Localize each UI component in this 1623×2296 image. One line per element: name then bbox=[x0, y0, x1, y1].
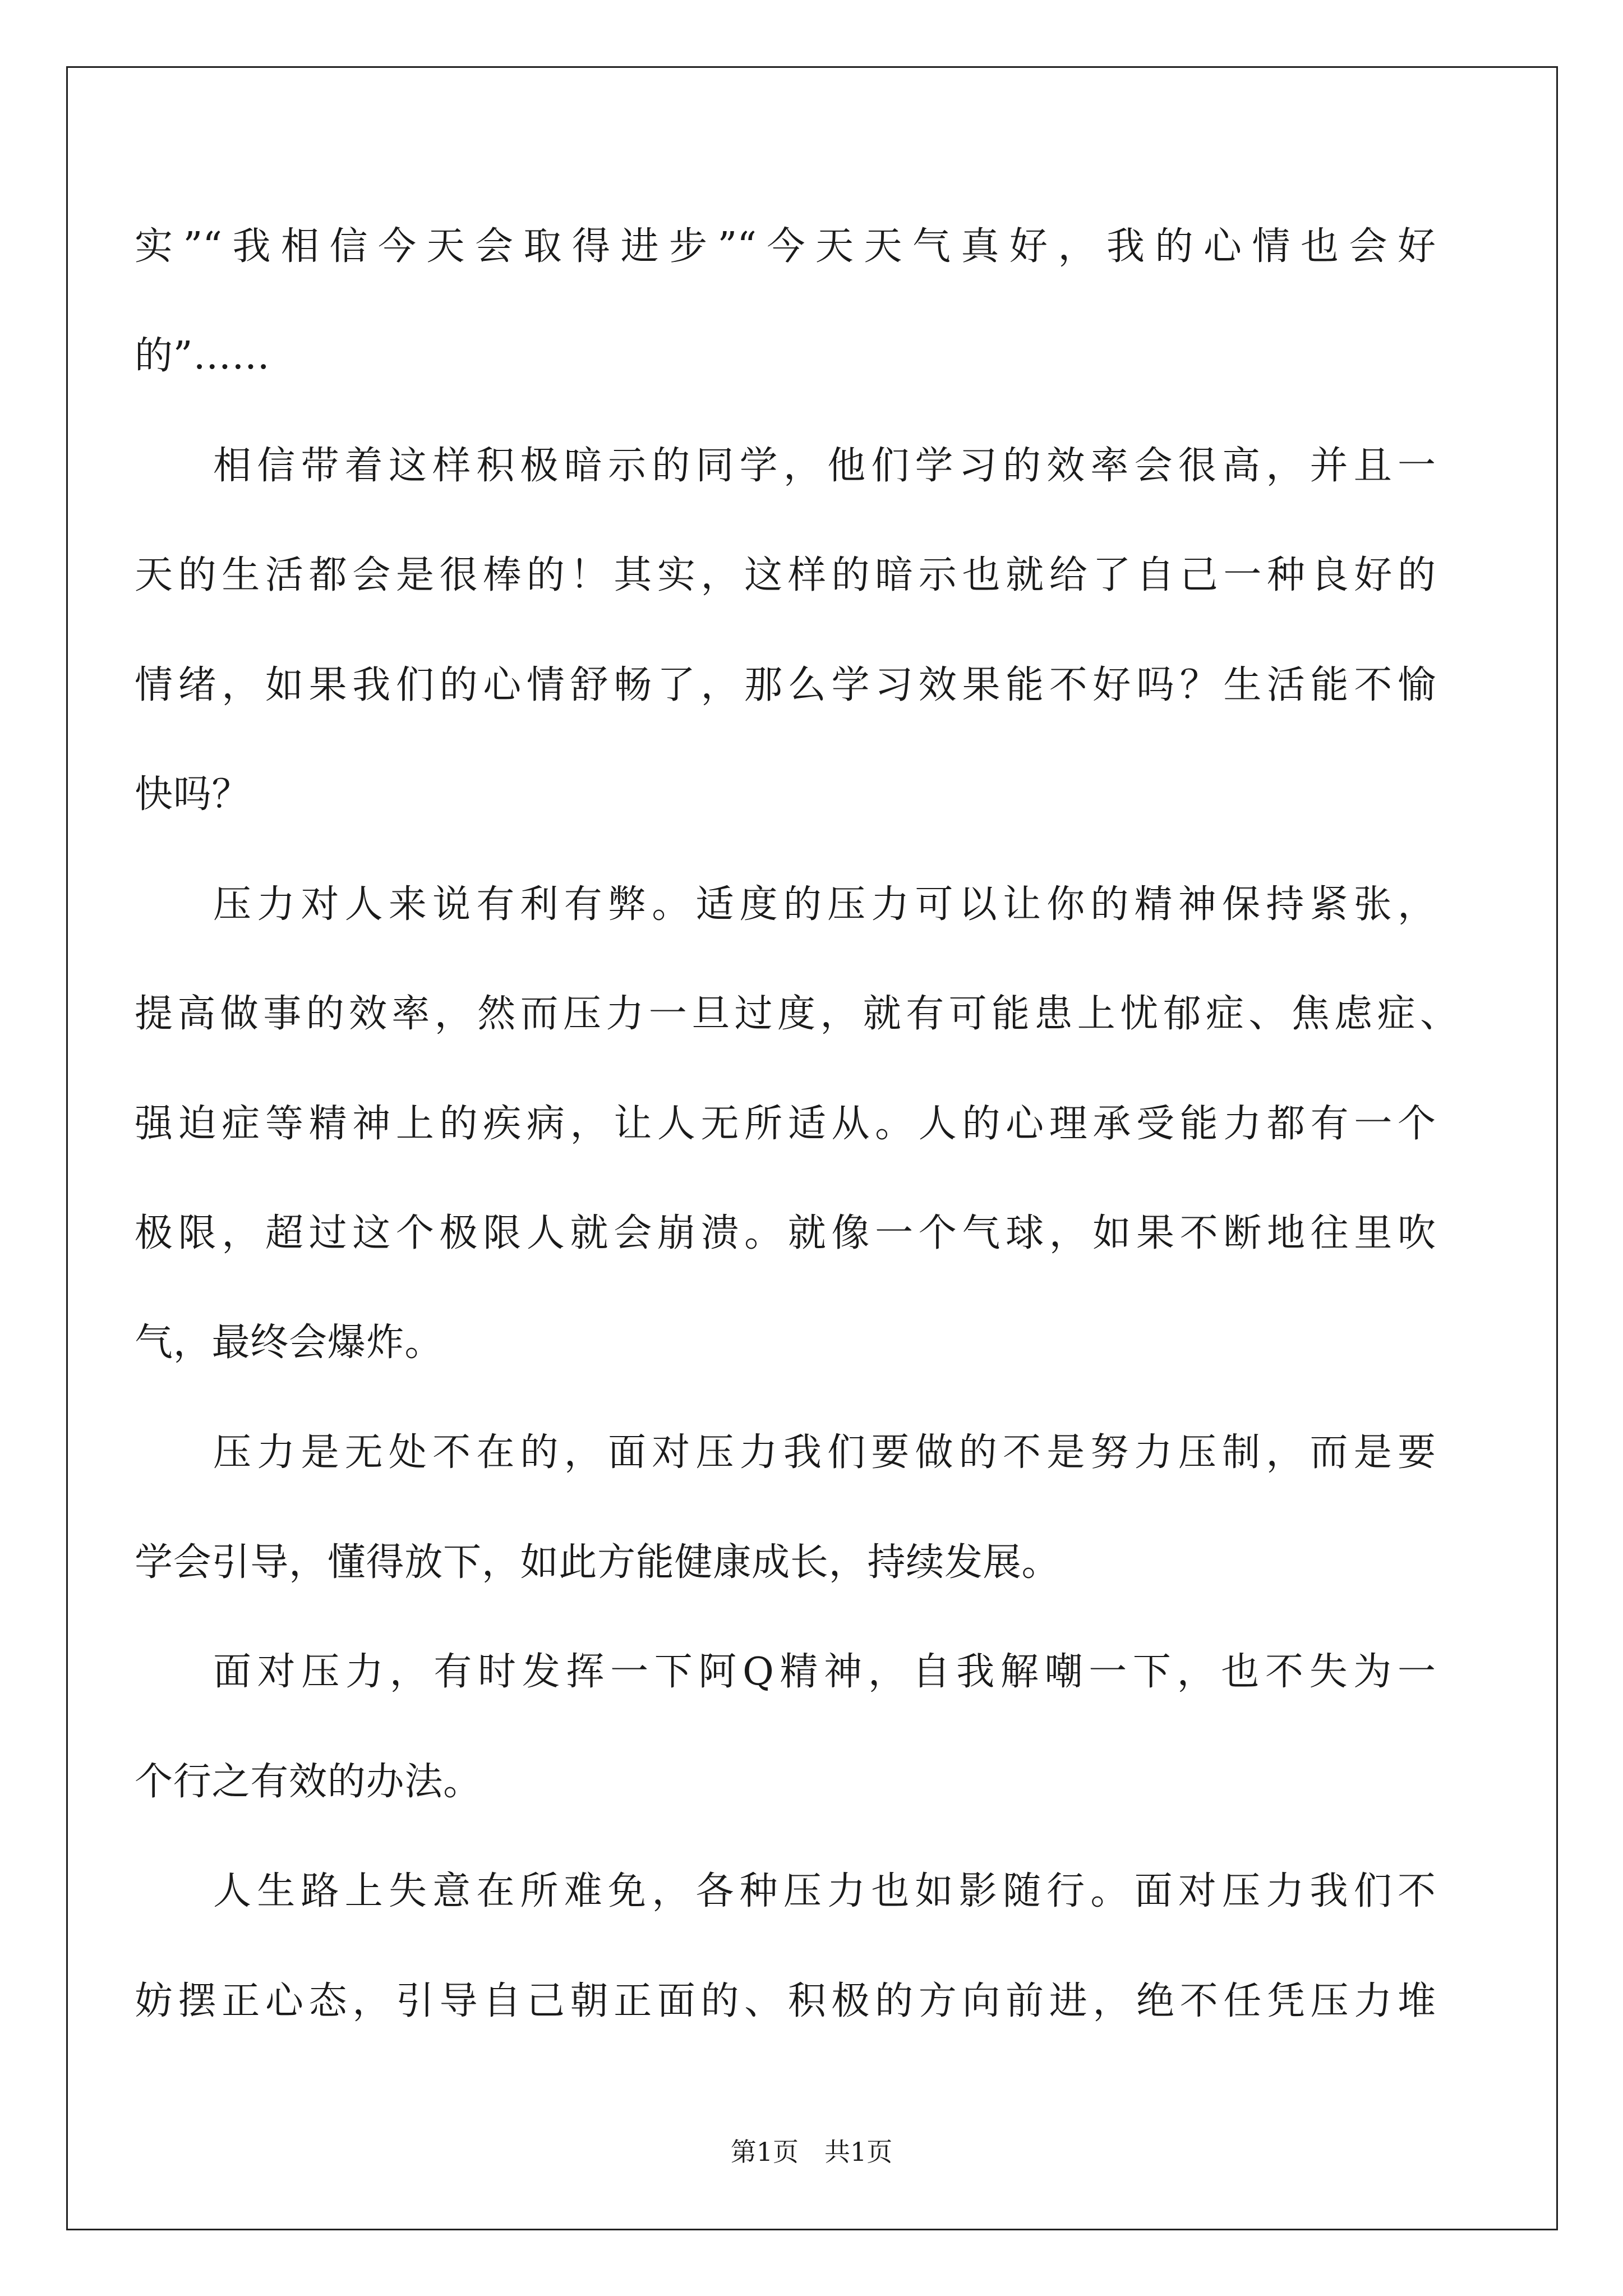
text-line: 实”“我相信今天会取得进步”“今天天气真好，我的心情也会好 bbox=[135, 224, 1436, 269]
text-line: 的”…… bbox=[135, 334, 270, 378]
text-line: 强迫症等精神上的疾病，让人无所适从。人的心理承受能力都有一个 bbox=[135, 1102, 1436, 1146]
paragraph-first-line: 人生路上失意在所难免，各种压力也如影随行。面对压力我们不 bbox=[213, 1869, 1436, 1913]
paragraph-first-line: 压力对人来说有利有弊。适度的压力可以让你的精神保持紧张， bbox=[213, 882, 1436, 927]
text-line: 天的生活都会是很棒的！其实，这样的暗示也就给了自己一种良好的 bbox=[135, 553, 1436, 597]
paragraph-first-line: 压力是无处不在的，面对压力我们要做的不是努力压制，而是要 bbox=[213, 1430, 1436, 1475]
text-line: 气，最终会爆炸。 bbox=[135, 1320, 444, 1365]
text-line: 极限，超过这个极限人就会崩溃。就像一个气球，如果不断地往里吹 bbox=[135, 1211, 1436, 1255]
text-line: 提高做事的效率，然而压力一旦过度，就有可能患上忧郁症、焦虑症、 bbox=[135, 992, 1458, 1036]
page-number-footer: 第1页 共1页 bbox=[730, 2137, 893, 2167]
text-line: 情绪，如果我们的心情舒畅了，那么学习效果能不好吗？生活能不愉 bbox=[135, 663, 1436, 707]
paragraph-first-line: 面对压力，有时发挥一下阿Q精神，自我解嘲一下，也不失为一 bbox=[213, 1650, 1436, 1694]
paragraph-first-line: 相信带着这样积极暗示的同学，他们学习的效率会很高，并且一 bbox=[213, 444, 1436, 488]
text-line: 快吗？ bbox=[135, 772, 251, 817]
text-line: 个行之有效的办法。 bbox=[135, 1760, 482, 1804]
text-line: 妨摆正心态，引导自己朝正面的、积极的方向前进，绝不任凭压力堆 bbox=[135, 1979, 1436, 2023]
text-line: 学会引导，懂得放下，如此方能健康成长，持续发展。 bbox=[135, 1540, 1061, 1585]
